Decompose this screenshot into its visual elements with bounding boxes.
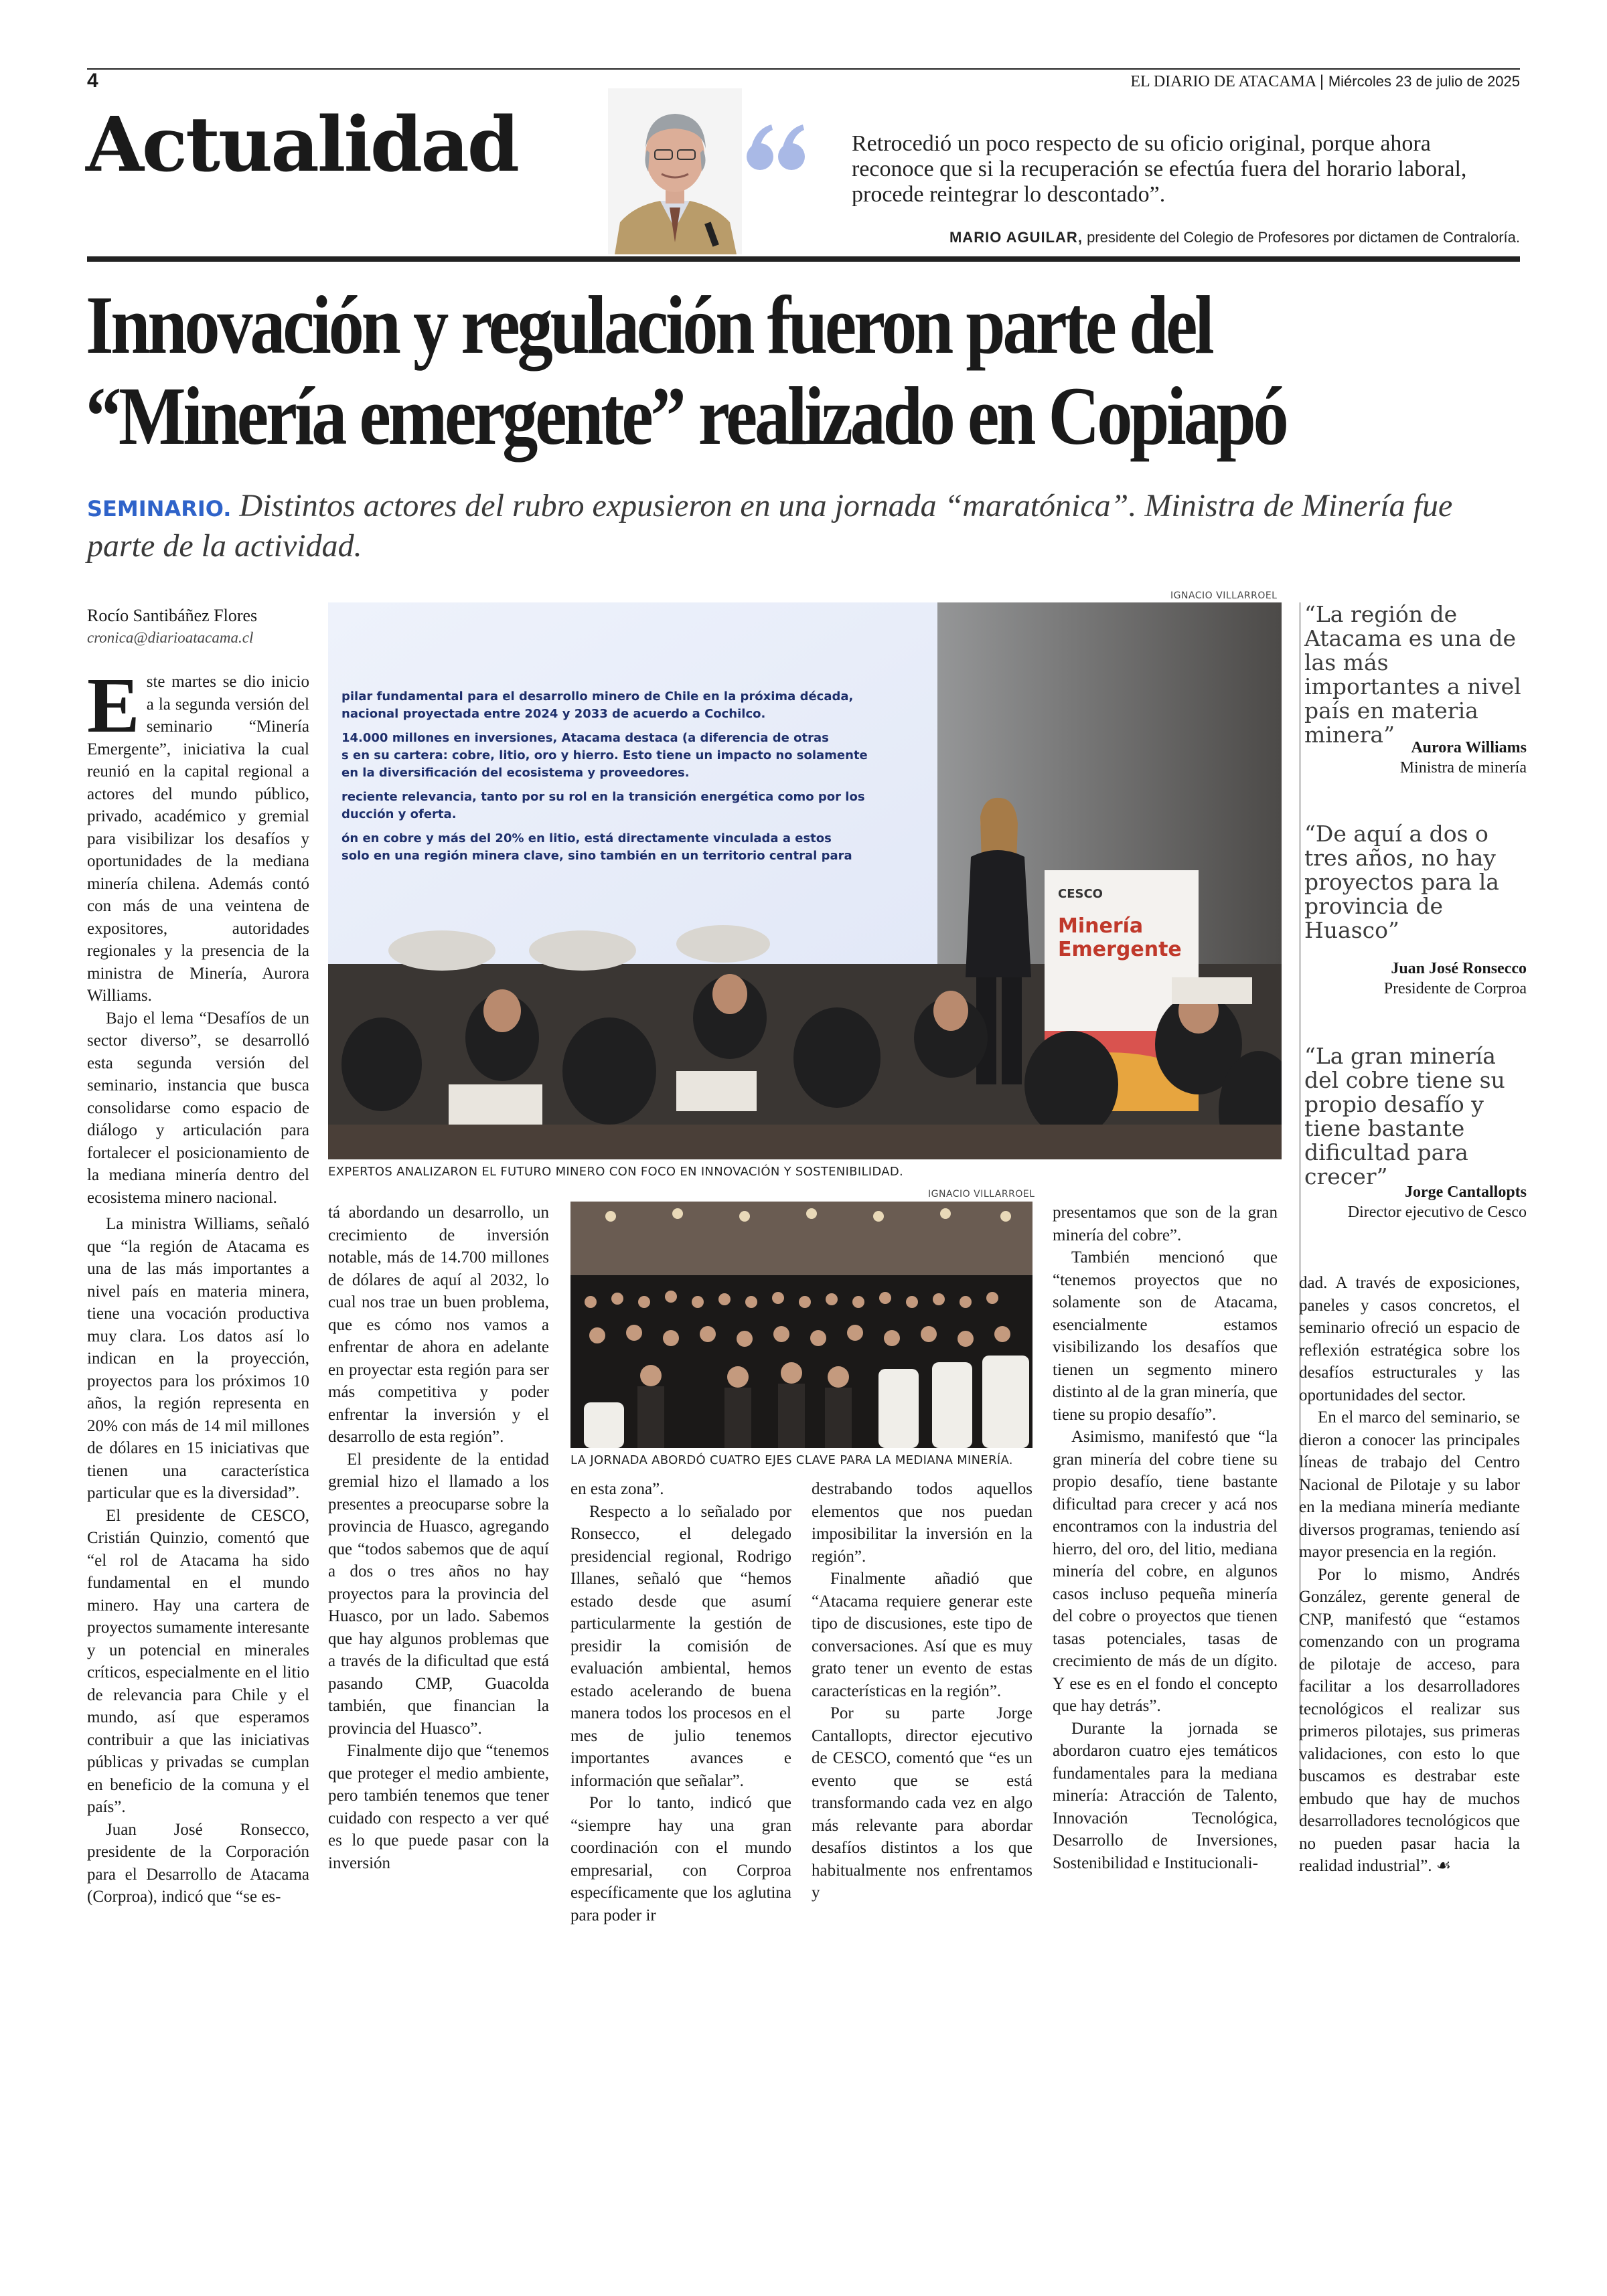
- podium-brand: CESCO: [1058, 887, 1103, 901]
- presentation-screen-text: pilar fundamental para el desarrollo minero de Chile en la próxima década, nacional proyectada entre 2024 y 2033 de acuerdo a Cochilco. 14.000 millones en inversiones, Atacama destaca (a diferencia de otras s en su cartera: cobre, litio, oro y hierro. Esto tiene un impacto no solamente en la diversificación del ecosistema y proveedores. reciente relevancia, tanto por su rol en la transición energética como por los ducción y oferta. ón en cobre y más del 20% en litio, está directamente vinculada a estos solo en una región minera clave, sino también en un territorio central para: [341, 689, 868, 863]
- podium-sign: [1058, 887, 1192, 961]
- photo1-credit: IGNACIO VILLARROEL: [1170, 590, 1278, 601]
- byline-email[interactable]: cronica@diarioatacama.cl: [87, 629, 254, 646]
- body-column-3: en esta zona”. Respecto a lo señalado por Ronsecco, el delegado presidencial regional, Rodrigo Illanes, señaló que “hemos estado desde que asumí particularmente la gestión de presidir la comisión de evaluación ambiental, hemos estado acelerando de buena manera todos los procesos en el mes de julio tenemos importantes avances e información que señalar”. Por lo tanto, indicó que “siempre hay una gran coordinación con el mundo empresarial, con Corproa específicamente que los aglutina para poder ir: [570, 1480, 791, 1924]
- photo2-caption: LA JORNADA ABORDÓ CUATRO EJES CLAVE PARA LA MEDIANA MINERÍA.: [570, 1453, 1013, 1467]
- body-column-2: tá abordando un desarrollo, un crecimiento de inversión notable, más de 14.700 millones de dólares de aquí al 2032, lo cual nos trae un buen problema, que es cómo nos vamos a enfrentar de ahora en adelante en proyectar esta región para ser más competitiva y poder enfrentar la inversión y el desarrollo de esta región”. El presidente de la entidad gremial hizo el llamado a los presentes a preocuparse sobre la provincia de Huasco, agregando que “todos sabemos que de aquí a dos o tres años no hay proyectos para la provincia del Huasco, por un lado. Sabemos que hay algunos problemas que a través de la dificultad que está pasando CMP, Guacolda también, que financian la provincia del Huasco”. Finalmente dijo que “tenemos que proteger el medio ambiente, pero también tenemos que tener cuidado con respecto a ver qué es lo que puede pasar con la inversión: [328, 1204, 549, 1872]
- side-quote-2-name: Juan José Ronsecco: [1391, 960, 1527, 977]
- headline-line-2: “Minería emergente” realizado en Copiapó: [86, 370, 1286, 462]
- side-quote-3-attribution: [1299, 1182, 1527, 1222]
- side-quote-1-role: Ministra de minería: [1399, 759, 1527, 776]
- issue-date: Miércoles 23 de julio de 2025: [1328, 73, 1520, 90]
- header-thick-rule: [87, 256, 1520, 262]
- audience-photo: [570, 1202, 1032, 1448]
- top-rule: [87, 68, 1520, 70]
- body-column-1: Este martes se dio inicio a la segunda versión del seminario “Minería Emergente”, iniciativa la cual reunió en la capital regional a actores del mundo público, privado, académico y gremial para visibilizar los desafíos y oportunidades de la mediana minería chilena. Además contó con más de una veintena de expositores, autoridades regionales y la presencia de la ministra de Minería, Aurora Williams. Bajo el lema “Desafíos de un sector diverso”, se desarrolló esta segunda versión del seminario, instancia que busca consolidarse como espacio de diálogo y articulación para fortalecer el posicionamiento de la mediana minería dentro del ecosistema minero nacional. La ministra Williams, señaló que “la región de Atacama es una de las más importantes a nivel país en materia minera, tiene una vocación productiva muy clara. Los datos así lo indican en la proyección, proyectos para los próximos 10 años, la región representa en 20% con más de 14 mil millones de dólares en 15 iniciativas que tienen una característica particular que es la diversidad”. El presidente de CESCO, Cristián Quinzio, comentó que “el rol de Atacama ha sido fundamental en el mundo minero. Hay una cartera de proyectos sumamente interesante y un potencial en minerales críticos, especialmente en el litio de relevancia para Chile y el mundo, así que esperamos contribuir a que las iniciativas públicas y privadas se cumplan en beneficio de la comuna y el país”. Juan José Ronsecco, presidente de la Corporación para el Desarrollo de Atacama (Corproa), indicó que “se es-: [87, 661, 309, 1906]
- page-number: 4: [87, 70, 98, 92]
- main-photo: [328, 602, 1282, 1159]
- photo2-credit: IGNACIO VILLARROEL: [928, 1189, 1035, 1200]
- body-column-5: presentamos que son de la gran minería del cobre”. También mencionó que “tenemos proyectos que no solamente son de Atacama, esencialmente estamos visibilizando los desafíos que tienen un segmento minero distinto al de la gran minería, que tiene su propio desafío”. Asimismo, manifestó que “la gran minería del cobre tiene su propio desafío, tiene bastante dificultad para crecer y acá nos encontramos con la industria del hierro, del oro, del litio, mediana minería del cobre, en algunos casos incluso pequeña minería del cobre o proyectos que tienen tasas potenciales, tasas de crecimiento de más de un dígito. Y ese es en el fondo el concepto que hay detrás”. Durante la jornada se abordaron cuatro ejes temáticos fundamentales para la mediana minería: Atracción de Talento, Innovación Tecnológica, Desarrollo de Inversiones, Sostenibilidad e Institucionali-: [1053, 1204, 1278, 1872]
- side-quote-1: “La región de Atacama es una de las más importantes a nivel país en materia minera”: [1304, 601, 1521, 748]
- body-column-4: destrabando todos aquellos elementos que nos puedan imposibilitar la inversión en la región”. Finalmente añadió que “Atacama requiere generar este tipo de discusiones, este tipo de conversaciones. Así que es muy grato tener un evento de estas características en la región”. Por su parte Jorge Cantallopts, director ejecutivo de CESCO, comentó que “es un evento que se está transformando cada vez en algo más relevante para abordar desafíos distintos a los que habitualmente nos enfrentamos y: [812, 1480, 1032, 1902]
- lead-paragraph: [87, 487, 1513, 565]
- headline-line-1: Innovación y regulación fueron parte del: [86, 279, 1212, 371]
- section-title: Actualidad: [86, 101, 518, 189]
- masthead: EL DIARIO DE ATACAMA: [1130, 73, 1316, 90]
- top-quote-attribution: [949, 229, 1520, 246]
- side-quote-2: “De aquí a dos o tres años, no hay proyectos para la provincia de Huasco”: [1304, 821, 1499, 943]
- side-quote-1-attribution: [1299, 738, 1527, 778]
- side-quote-3: “La gran minería del cobre tiene su propio desafío y tiene bastante dificultad para crecer”: [1304, 1043, 1505, 1190]
- side-quote-3-name: Jorge Cantallopts: [1405, 1183, 1527, 1201]
- body-column-6: dad. A través de exposiciones, paneles y casos concretos, el seminario ofreció un espacio de reflexión estratégica sobre los desafíos estructurales y las oportunidades del sector. En el marco del seminario, se dieron a conocer las principales líneas de trabajo del Centro Nacional de Pilotaje y su labor en la mediana minería mediante diversos programas, teniendo así mayor presencia en la región. Por lo mismo, Andrés González, gerente general de CNP, manifestó que “estamos comenzando con un programa de pilotaje de acceso, para facilitar a los desarrolladores tecnológicos el realizar sus primeros pilotajes, sus primeras validaciones, con esto lo que buscamos es destrabar este embudo que hay de muchos desarrolladores tecnológicos que no pueden pasar hacia la realidad industrial”. ☙: [1299, 1274, 1520, 1875]
- portrait-photo: [608, 88, 742, 254]
- podium-line-1: Minería: [1058, 914, 1144, 938]
- photo1-caption: EXPERTOS ANALIZARON EL FUTURO MINERO CON FOCO EN INNOVACIÓN Y SOSTENIBILIDAD.: [328, 1165, 904, 1179]
- end-mark-icon: ☙: [1436, 1857, 1452, 1875]
- top-quote-text: Retrocedió un poco respecto de su oficio original, porque ahora reconoce que si la recuperación se efectúa fuera del horario laboral, procede reintegrar lo descontado”.: [852, 131, 1467, 207]
- side-quote-2-attribution: [1299, 959, 1527, 999]
- top-quote-name: MARIO AGUILAR,: [949, 229, 1083, 246]
- headline: [86, 280, 1324, 462]
- quote-marks-icon: [743, 115, 810, 182]
- side-quote-2-role: Presidente de Corproa: [1383, 980, 1527, 997]
- byline-author: Rocío Santibáñez Flores: [87, 606, 258, 625]
- lead-text: Distintos actores del rubro expusieron en una jornada “maratónica”. Ministra de Minería fue parte de la actividad.: [87, 488, 1453, 564]
- podium-line-2: Emergente: [1058, 938, 1182, 961]
- side-quote-3-role: Director ejecutivo de Cesco: [1347, 1204, 1527, 1221]
- masthead-line: EL DIARIO DE ATACAMA | Miércoles 23 de julio de 2025: [1130, 72, 1520, 90]
- top-quote-role: presidente del Colegio de Profesores por dictamen de Contraloría.: [1087, 229, 1520, 246]
- drop-cap: E: [87, 661, 140, 749]
- side-quote-1-name: Aurora Williams: [1411, 739, 1527, 756]
- lead-kicker: SEMINARIO.: [87, 496, 232, 521]
